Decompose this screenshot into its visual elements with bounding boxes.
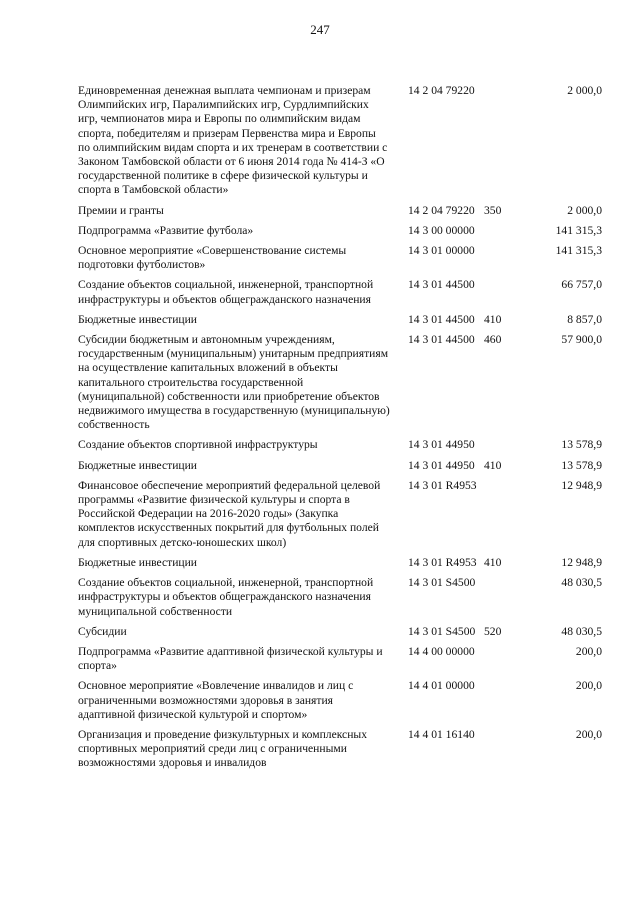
table-row xyxy=(78,244,602,278)
row-sum: 200,0 xyxy=(575,679,602,693)
table-row xyxy=(78,625,602,645)
row-name: Субсидии бюджетным и автономным учреждениям, государственным (муниципальным) унитарным предприятиям на осуществление капитальных вложений в объекты капитального строительства государственной (муниципальной) собственности или приобретение объектов недвижимого имущества в государственную (муниципальную) собственность xyxy=(78,333,390,432)
table-row xyxy=(78,204,602,224)
row-name: Основное мероприятие «Вовлечение инвалидов и лиц с ограниченными возможностями здоровья в занятия адаптивной физической культурой и спортом» xyxy=(78,679,354,721)
row-expense-type xyxy=(480,679,516,728)
row-sum: 12 948,9 xyxy=(561,478,602,492)
table-row xyxy=(78,679,602,728)
row-expense-type: 520 xyxy=(484,624,502,638)
table-row xyxy=(78,645,602,679)
row-sum: 12 948,9 xyxy=(561,555,602,569)
row-code: 14 4 01 16140 xyxy=(408,727,475,741)
row-code: 14 3 01 44950 xyxy=(408,458,475,472)
table-row xyxy=(78,333,602,438)
row-sum: 2 000,0 xyxy=(567,203,602,217)
row-code: 14 3 01 44500 xyxy=(408,333,475,347)
row-sum: 8 857,0 xyxy=(567,312,602,326)
row-name: Создание объектов социальной, инженерной, транспортной инфраструктуры и объектов общегражданского назначения xyxy=(78,278,374,306)
row-name: Создание объектов социальной, инженерной, транспортной инфраструктуры и объектов общегражданского назначения муниципальной собственности xyxy=(78,576,374,618)
table-row xyxy=(78,438,602,458)
row-expense-type: 460 xyxy=(484,333,502,347)
row-name: Организация и проведение физкультурных и комплексных спортивных мероприятий среди лиц с ограниченными возможностями здоровья и инвалидов xyxy=(78,727,367,770)
row-code: 14 3 01 R4953 xyxy=(408,555,477,569)
row-code: 14 2 04 79220 xyxy=(408,84,475,97)
row-code: 14 3 01 44950 xyxy=(408,438,475,452)
row-expense-type xyxy=(480,576,516,625)
row-sum: 2 000,0 xyxy=(567,84,602,97)
row-expense-type xyxy=(480,645,516,679)
table-row xyxy=(78,576,602,625)
row-name: Премии и гранты xyxy=(78,203,164,217)
row-name: Бюджетные инвестиции xyxy=(78,458,198,472)
table-row xyxy=(78,224,602,244)
row-expense-type xyxy=(480,479,516,556)
row-sum: 57 900,0 xyxy=(561,333,602,347)
row-expense-type: 410 xyxy=(484,555,502,569)
row-expense-type xyxy=(480,438,516,458)
row-expense-type xyxy=(480,84,516,204)
row-sum: 66 757,0 xyxy=(561,278,602,292)
row-code: 14 3 01 R4953 xyxy=(408,478,477,492)
table-row xyxy=(78,278,602,312)
row-sum: 48 030,5 xyxy=(561,576,602,590)
table-row xyxy=(78,459,602,479)
table-row xyxy=(78,479,602,556)
table-row xyxy=(78,313,602,333)
row-name: Создание объектов спортивной инфраструктуры xyxy=(78,438,318,452)
row-sum: 200,0 xyxy=(575,727,602,741)
row-code: 14 3 01 S4500 xyxy=(408,624,476,638)
row-name: Единовременная денежная выплата чемпионам и призерам Олимпийских игр, Паралимпийских игр, Сурдлимпийских игр, чемпионатов мира и Европы по олимпийским видам спорта, победителям и призерам Первенства мира и Европы по олимпийским видам спорта и их тренерам в соответствии с Законом Тамбовской области от 6 июня 2014 года № 414-З «О государственной политике в сфере физической культуры и спорта в Тамбовской области» xyxy=(78,84,388,197)
row-name: Субсидии xyxy=(78,624,127,638)
row-code: 14 4 01 00000 xyxy=(408,679,475,693)
row-sum: 13 578,9 xyxy=(561,438,602,452)
row-sum: 141 315,3 xyxy=(555,223,602,237)
row-name: Основное мероприятие «Совершенствование системы подготовки футболистов» xyxy=(78,244,347,272)
row-code: 14 3 01 44500 xyxy=(408,278,475,292)
row-code: 14 3 01 00000 xyxy=(408,244,475,258)
row-code: 14 3 01 44500 xyxy=(408,312,475,326)
row-sum: 48 030,5 xyxy=(561,624,602,638)
table-row xyxy=(78,84,602,204)
row-expense-type xyxy=(480,278,516,312)
row-sum: 141 315,3 xyxy=(555,244,602,258)
table-row xyxy=(78,728,602,777)
row-code: 14 3 00 00000 xyxy=(408,223,475,237)
row-expense-type xyxy=(480,728,516,777)
row-sum: 200,0 xyxy=(575,644,602,658)
row-expense-type: 410 xyxy=(484,458,502,472)
budget-table xyxy=(78,84,602,777)
row-code: 14 4 00 00000 xyxy=(408,644,475,658)
row-expense-type xyxy=(480,244,516,278)
row-expense-type xyxy=(480,224,516,244)
row-sum: 13 578,9 xyxy=(561,458,602,472)
row-expense-type: 410 xyxy=(484,312,502,326)
page-number: 247 xyxy=(310,22,330,37)
row-code: 14 2 04 79220 xyxy=(408,203,475,217)
row-name: Бюджетные инвестиции xyxy=(78,555,198,569)
row-name: Подпрограмма «Развитие футбола» xyxy=(78,223,254,237)
table-row xyxy=(78,556,602,576)
row-code: 14 3 01 S4500 xyxy=(408,576,476,590)
row-expense-type: 350 xyxy=(484,203,502,217)
row-name: Финансовое обеспечение мероприятий федеральной целевой программы «Развитие физической культуры и спорта в Российской Федерации на 2016-2020 годы» (Закупка комплектов искусственных покрытий для футбольных полей для спортивных детско-юношеских школ) xyxy=(78,478,381,549)
row-name: Подпрограмма «Развитие адаптивной физической культуры и спорта» xyxy=(78,644,383,673)
row-name: Бюджетные инвестиции xyxy=(78,312,198,326)
